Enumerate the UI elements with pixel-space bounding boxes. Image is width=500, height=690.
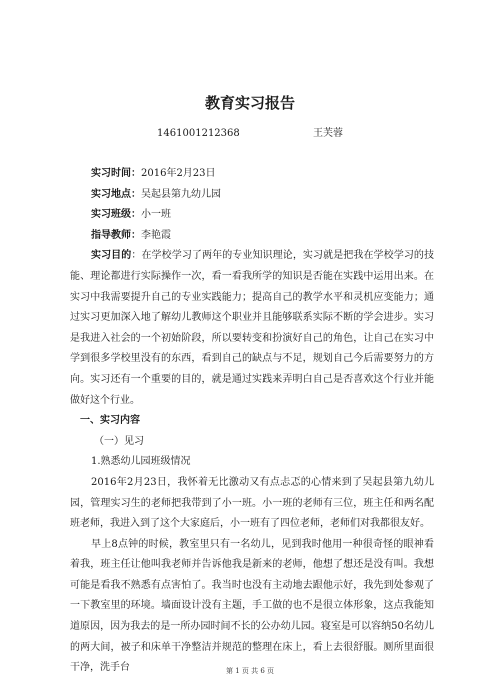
purpose-label: 实习目的 xyxy=(91,250,132,262)
info-time-value: 2016年2月23日 xyxy=(141,168,216,179)
section-heading: 一、实习内容 xyxy=(80,415,140,427)
purpose-text: ：在学校学习了两年的专业知识理论，实习就是把我在学校学习的技能、理论都进行实际操作一次，看一看我所学的知识是否能在实践中运用出来。在实习中我需要提升自己的专业实践能力；提高自己的教学水平和灵机应变能力；通过实习更加深入地了解幼儿教师这个职业并且能够联系实际不断的学会进步。实习是我进入社会的一个初始阶段，所以要转变和扮演好自己的角色，让自己在实习中学到很多学校里没有的东西，看到自己的缺点与不足，规划自己今后需要努力的方向。实习还有一个重要的目的，就是通过实践来弄明白自己是否喜欢这个行业并能做好这个行业。 xyxy=(70,250,435,406)
info-teacher-value: 李艳霞 xyxy=(141,229,171,241)
document-title: 教育实习报告 xyxy=(204,94,295,112)
info-place-value: 吴起县第九幼儿园 xyxy=(141,188,221,200)
info-place-label: 实习地点： xyxy=(91,188,141,200)
info-class-value: 小一班 xyxy=(141,209,171,221)
info-class-label: 实习班级： xyxy=(91,209,141,221)
info-time xyxy=(70,164,434,185)
item-heading: 1.熟悉幼儿园班级情况 xyxy=(91,456,191,468)
body-paragraph-2: 早上8点钟的时候，教室里只有一名幼儿，见到我时他用一种很奇怪的眼神看着我，班主任让他叫我老师并告诉他我是新来的老师，他想了想还是没有叫。我想可能是看我不熟悉有点害怕了。我当时也没有主动地去跟他示好，我先到处参观了一下教室里的环境。墙面设计没有主题，手工做的也不是很立体形象，这点我能知道原因，因为我去的是一所办园时间不长的公办幼儿园。寝室是可以容纳50名幼儿的两大间，被子和床单干净整洁并规范的整理在床上，看上去很舒服。厕所里面很干净，洗手台 xyxy=(70,538,434,674)
student-name: 王芙蓉 xyxy=(312,128,343,139)
document-body xyxy=(70,164,434,679)
info-time-label: 实习时间： xyxy=(91,168,141,179)
info-class xyxy=(70,205,434,226)
page-footer: 第 1 页 共 6 页 xyxy=(225,667,275,675)
info-place xyxy=(70,185,434,206)
info-teacher xyxy=(70,226,434,247)
body-paragraph-1: 2016年2月23日，我怀着无比激动又有点忐忑的心情来到了吴起县第九幼儿园，管理实习生的老师把我带到了小一班。小一班的老师有三位，班主任和两名配班老师，我进入到了这个大家庭后，小一班有了四位老师，老师们对我都很友好。 xyxy=(70,476,434,530)
subsection-heading: （一）见习 xyxy=(94,435,144,447)
purpose-paragraph xyxy=(70,246,434,411)
student-id: 1461001212368 xyxy=(157,128,240,139)
info-teacher-label: 指导教师： xyxy=(91,229,141,241)
author-line xyxy=(0,124,500,139)
